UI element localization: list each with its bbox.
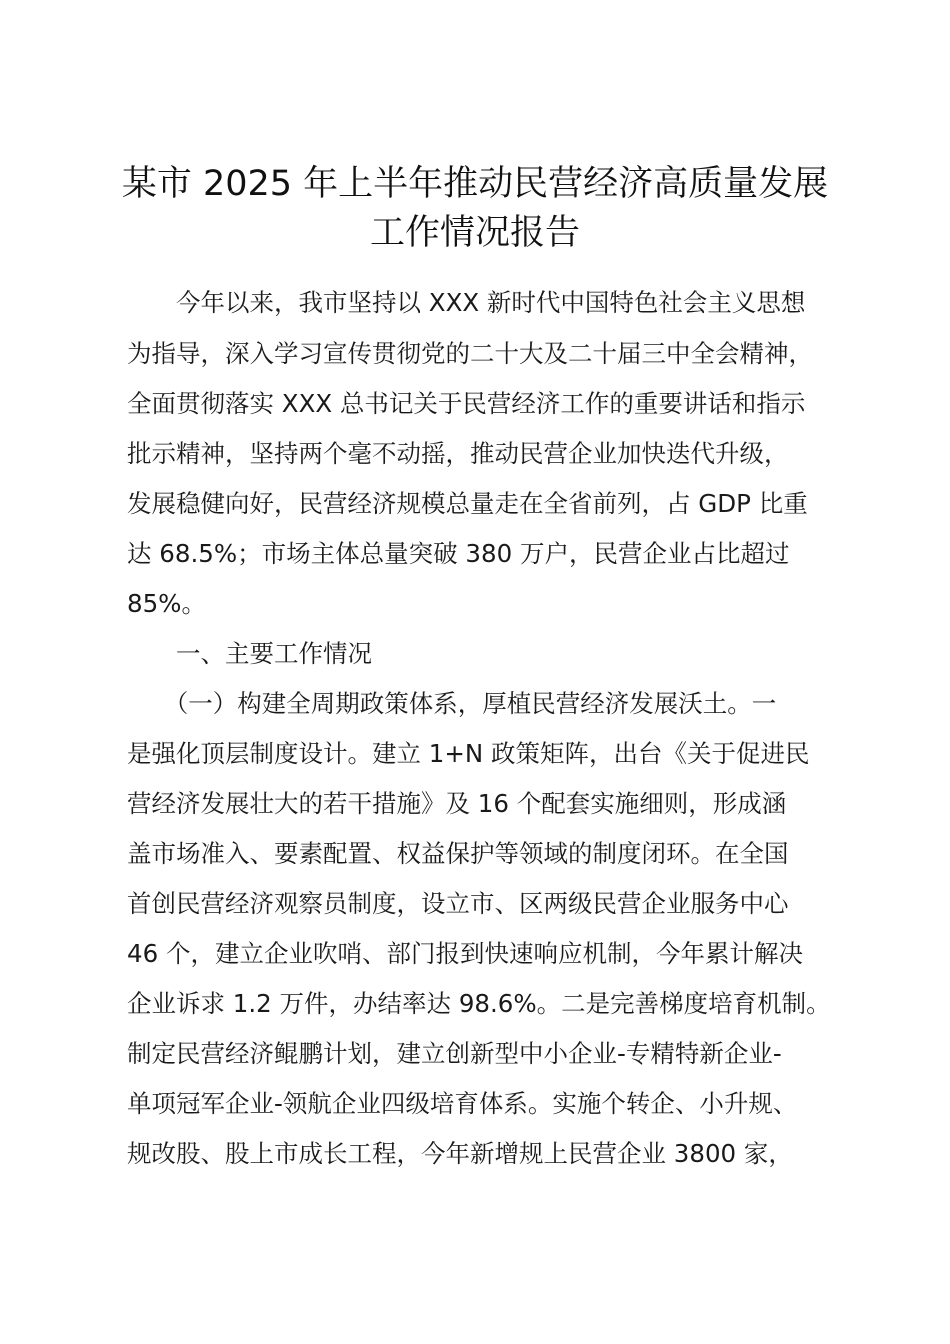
body-text-line: 企业诉求 1.2 万件，办结率达 98.6%。二是完善梯度培育机制。	[127, 989, 831, 1018]
body-text-line: （一）构建全周期政策体系，厚植民营经济发展沃土。一	[127, 689, 777, 718]
body-text-line: 盖市场准入、要素配置、权益保护等领域的制度闭环。在全国	[127, 839, 789, 868]
body-text-line: 单项冠军企业-领航企业四级培育体系。实施个转企、小升规、	[127, 1089, 798, 1118]
body-text-line: 制定民营经济鲲鹏计划，建立创新型中小企业-专精特新企业-	[127, 1039, 782, 1068]
body-text-line: 发展稳健向好，民营经济规模总量走在全省前列，占 GDP 比重	[127, 489, 808, 518]
body-text-line: 46 个，建立企业吹哨、部门报到快速响应机制，今年累计解决	[127, 939, 803, 968]
document-title-line-1: 某市 2025 年上半年推动民营经济高质量发展	[121, 164, 829, 204]
body-text-line: 营经济发展壮大的若干措施》及 16 个配套实施细则，形成涵	[127, 789, 787, 818]
body-text-line: 达 68.5%；市场主体总量突破 380 万户，民营企业占比超过	[127, 539, 790, 568]
body-text-line: 规改股、股上市成长工程，今年新增规上民营企业 3800 家，	[127, 1139, 793, 1168]
body-text-line: 是强化顶层制度设计。建立 1+N 政策矩阵，出台《关于促进民	[127, 739, 810, 768]
body-text-line: 批示精神，坚持两个毫不动摇，推动民营企业加快迭代升级，	[127, 439, 789, 468]
body-text-line: 今年以来，我市坚持以 XXX 新时代中国特色社会主义思想	[127, 288, 806, 317]
document-title-line-2: 工作情况报告	[369, 213, 580, 253]
body-text-line: 为指导，深入学习宣传贯彻党的二十大及二十届三中全会精神，	[127, 339, 813, 368]
body-text-line: 85%。	[127, 589, 206, 618]
body-text-line: 全面贯彻落实 XXX 总书记关于民营经济工作的重要讲话和指示	[127, 389, 806, 418]
body-text-line: 首创民营经济观察员制度，设立市、区两级民营企业服务中心	[127, 889, 789, 918]
section-heading: 一、主要工作情况	[127, 639, 372, 668]
